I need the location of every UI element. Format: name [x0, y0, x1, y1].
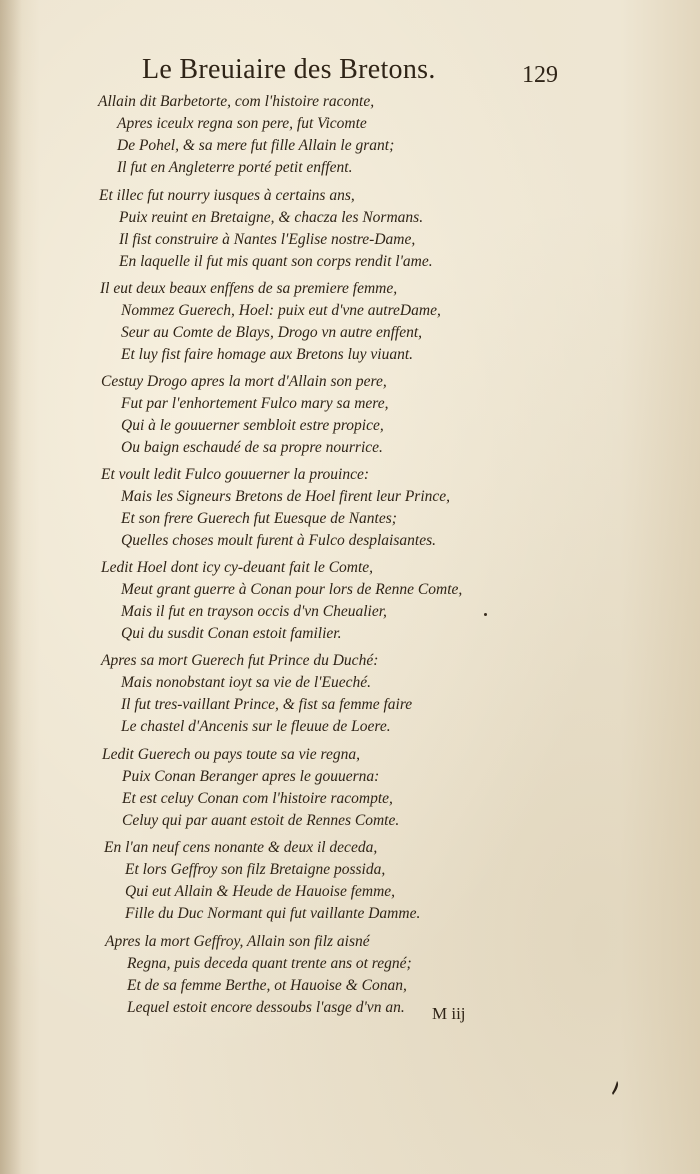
verse-line: Il fut tres-vaillant Prince, & fist sa femme faire	[121, 696, 413, 713]
page-number: 129	[522, 62, 558, 88]
verse-line: Et son frere Guerech fut Euesque de Nantes;	[121, 510, 397, 527]
verse-line: Puix reuint en Bretaigne, & chacza les Normans.	[119, 209, 424, 226]
verse-line: Regna, puis deceda quant trente ans ot regné;	[127, 955, 412, 972]
verse-line: Apres sa mort Guerech fut Prince du Duché:	[101, 652, 379, 669]
verse-line: En l'an neuf cens nonante & deux il deceda,	[104, 839, 378, 856]
verse-line: Seur au Comte de Blays, Drogo vn autre enffent,	[121, 324, 423, 341]
verse-line: Fille du Duc Normant qui fut vaillante Damme.	[125, 905, 421, 922]
verse-line: Qui à le gouuerner sembloit estre propice,	[121, 417, 384, 434]
verse-line: Fut par l'enhortement Fulco mary sa mere,	[121, 395, 389, 412]
verse-line: Allain dit Barbetorte, com l'histoire raconte,	[98, 93, 375, 110]
verse-line: Puix Conan Beranger apres le gouuerna:	[122, 768, 380, 785]
verse-line: Mais il fut en trayson occis d'vn Cheualier,	[121, 603, 387, 620]
signature-mark: M iij	[432, 1004, 466, 1023]
verse-line: Qui du susdit Conan estoit familier.	[121, 625, 342, 642]
gutter-shadow	[0, 0, 22, 1174]
verse-line: Le chastel d'Ancenis sur le fleuue de Loere.	[121, 718, 391, 735]
verse-line: Apres iceulx regna son pere, fut Vicomte	[117, 115, 367, 132]
verse-line: Ou baign eschaudé de sa propre nourrice.	[121, 439, 383, 456]
running-title: Le Breuiaire des Bretons.	[142, 54, 436, 85]
verse-line: Il eut deux beaux enffens de sa premiere femme,	[100, 280, 398, 297]
verse-line: Celuy qui par auant estoit de Rennes Comte.	[122, 812, 400, 829]
verse-line: Apres la mort Geffroy, Allain son filz aisné	[105, 933, 370, 950]
verse-line: Et illec fut nourry iusques à certains ans,	[99, 187, 355, 204]
verse-line: Il fist construire à Nantes l'Eglise nostre-Dame,	[119, 231, 416, 248]
verse-line: Et luy fist faire homage aux Bretons luy viuant.	[121, 346, 414, 363]
verse-line: Qui eut Allain & Heude de Hauoise femme,	[125, 883, 396, 900]
verse-line: Ledit Hoel dont icy cy-deuant fait le Comte,	[101, 559, 374, 576]
verse-line: Nommez Guerech, Hoel: puix eut d'vne autreDame,	[121, 302, 441, 319]
verse-line: Mais les Signeurs Bretons de Hoel firent leur Prince,	[121, 488, 451, 505]
verse-line: Mais nonobstant ioyt sa vie de l'Eueché.	[121, 674, 371, 691]
verse-line: Ledit Guerech ou pays toute sa vie regna,	[102, 746, 360, 763]
verse-line: Et lors Geffroy son filz Bretaigne possida,	[125, 861, 386, 878]
verse-line: De Pohel, & sa mere fut fille Allain le grant;	[117, 137, 395, 154]
ink-speck	[484, 613, 487, 616]
ink-blot-icon	[610, 1080, 620, 1096]
verse-line: Il fut en Angleterre porté petit enffent.	[117, 159, 353, 176]
verse-line: Lequel estoit encore dessoubs l'asge d'vn an.	[127, 999, 405, 1016]
verse-line: Et est celuy Conan com l'histoire racompte,	[122, 790, 393, 807]
verse-line: Et voult ledit Fulco gouuerner la prouince:	[101, 466, 370, 483]
verse-line: Cestuy Drogo apres la mort d'Allain son pere,	[101, 373, 387, 390]
verse-line: Meut grant guerre à Conan pour lors de Renne Comte,	[121, 581, 463, 598]
verse-line: Et de sa femme Berthe, ot Hauoise & Conan,	[127, 977, 407, 994]
verse-line: Quelles choses moult furent à Fulco desplaisantes.	[121, 532, 436, 549]
verse-line: En laquelle il fut mis quant son corps rendit l'ame.	[119, 253, 433, 270]
